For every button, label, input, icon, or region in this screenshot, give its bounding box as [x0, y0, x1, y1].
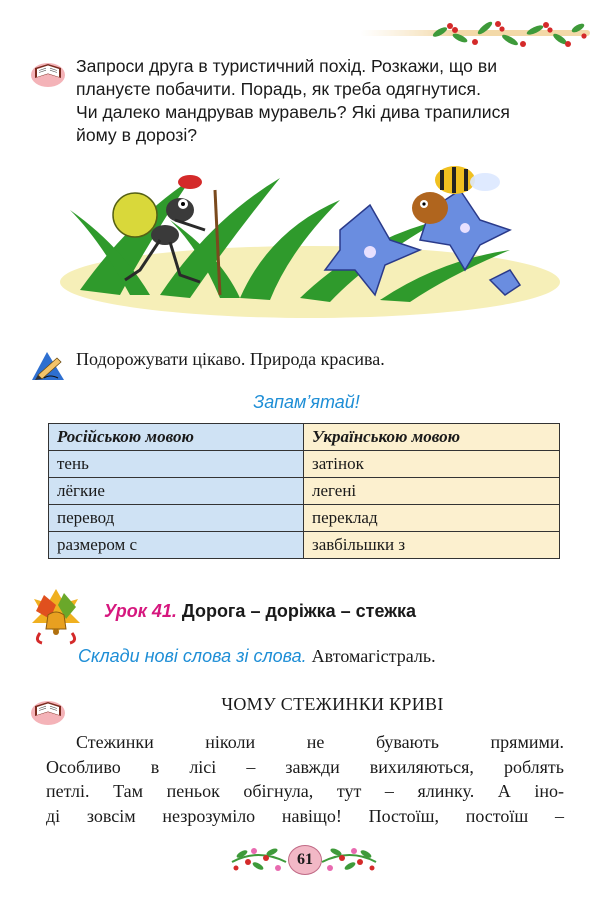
task1-line: йому в дорозі? — [76, 125, 198, 145]
table-row — [49, 478, 560, 505]
task3-word: Автомагістраль. — [311, 646, 436, 666]
table-cell-russian: размером с — [49, 532, 304, 559]
table-cell-ukrainian: завбільшки з — [304, 532, 560, 559]
table-cell-ukrainian: затінок — [304, 451, 560, 478]
task3-instruction: Склади нові слова зі слова. — [78, 646, 307, 666]
story-line: ді зовсім незрозуміло навіщо! Постоїш, постоїш – — [46, 805, 564, 826]
ant-and-bee-illustration — [40, 160, 580, 320]
task1-text — [76, 55, 564, 147]
page-number: 61 — [288, 845, 322, 875]
story-line: петлі. Там пеньок обігнула, тут – ялинку. А іно- — [46, 781, 564, 801]
task2-text: Подорожувати цікаво. Природа красива. — [76, 349, 385, 369]
story-line: Стежинки ніколи не бувають прямими. — [76, 732, 564, 752]
task1-line: Чи далеко мандрував муравель? Які дива трапилися — [76, 102, 510, 122]
table-cell-ukrainian: переклад — [304, 505, 560, 532]
pencil-writing-icon — [30, 348, 66, 382]
floral-ornament-right — [320, 842, 380, 878]
lesson-heading — [104, 601, 416, 622]
vocabulary-table — [48, 423, 560, 559]
table-row — [49, 532, 560, 559]
lesson-number: Урок 41. — [104, 601, 177, 621]
table-row — [49, 505, 560, 532]
autumn-leaves-bell-icon — [30, 585, 82, 645]
remember-heading: Запам’ятай! — [253, 392, 360, 412]
berry-branch-decoration — [360, 18, 590, 52]
table-header-row — [49, 424, 560, 451]
story-text — [46, 730, 564, 828]
column-header-ukrainian: Українською мовою — [304, 424, 560, 451]
column-header-russian: Російською мовою — [49, 424, 304, 451]
table-row — [49, 451, 560, 478]
task1-line: Запроси друга в туристичний похід. Розкажи, що ви — [76, 56, 498, 76]
lesson-title: Дорога – доріжка – стежка — [181, 601, 417, 621]
task3 — [78, 646, 436, 667]
story-line: Особливо в лісі – завжди вихиляються, роблять — [46, 756, 564, 777]
floral-ornament-left — [228, 842, 288, 878]
table-cell-russian: лёгкие — [49, 478, 304, 505]
story-title: ЧОМУ СТЕЖИНКИ КРИВІ — [221, 694, 444, 714]
table-cell-ukrainian: легені — [304, 478, 560, 505]
table-cell-russian: перевод — [49, 505, 304, 532]
table-cell-russian: тень — [49, 451, 304, 478]
book-icon — [30, 58, 66, 88]
task1-line: плануєте побачити. Порадь, як треба одягнутися. — [76, 79, 481, 99]
